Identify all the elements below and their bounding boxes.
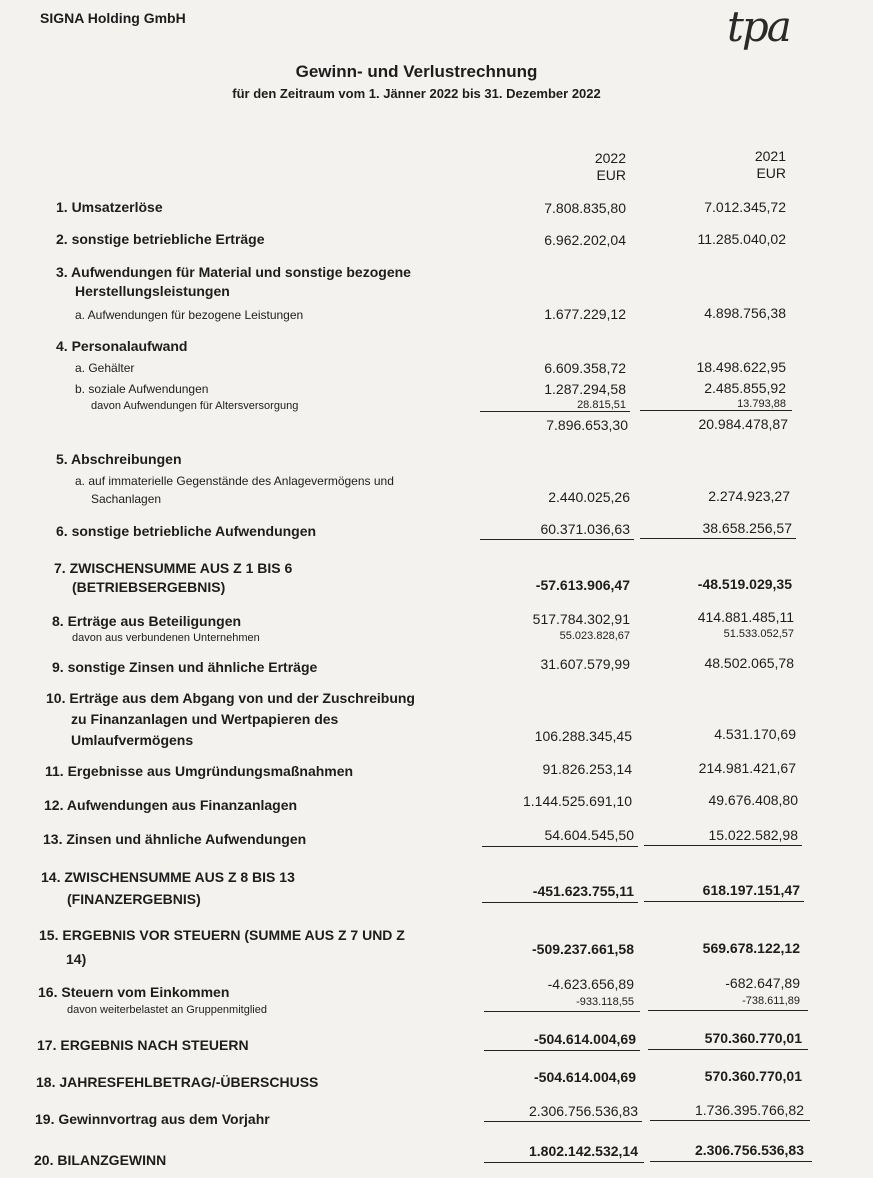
row-7-label-line2: (BETRIEBSERGEBNIS) (72, 579, 226, 595)
row-8-davon-value-2021: 51.533.052,57 (723, 628, 794, 640)
row-2-value-2022: 6.962.202,04 (544, 232, 626, 248)
row-16-value-2021: -682.647,89 (725, 975, 800, 991)
row-14-line-2022 (482, 902, 638, 903)
row-5a-value-2022: 2.440.025,26 (548, 489, 630, 505)
year-2022: 2022 (594, 150, 626, 166)
row-4b-davon-label: davon Aufwendungen für Altersversorgung (91, 400, 299, 412)
row-14-line-2021 (644, 901, 804, 902)
row-14-label-line1: 14. ZWISCHENSUMME AUS Z 8 BIS 13 (41, 869, 295, 885)
row-15-label-line1: 15. ERGEBNIS VOR STEUERN (SUMME AUS Z 7 UND Z (39, 927, 405, 943)
row-16-value-2022: -4.623.656,89 (547, 976, 634, 992)
row-4b-davon-value-2022: 28.815,51 (577, 399, 626, 411)
row-7-value-2021: -48.519.029,35 (697, 576, 792, 592)
row-20-value-2022: 1.802.142.532,14 (529, 1143, 638, 1159)
currency-2021: EUR (756, 165, 786, 181)
period-subtitle: für den Zeitraum vom 1. Jänner 2022 bis 31. Dezember 2022 (232, 86, 601, 101)
row-13-line-2021 (644, 845, 802, 846)
row-14-label-line2: (FINANZERGEBNIS) (67, 891, 201, 907)
row-4-sum-value-2022: 7.896.653,30 (546, 417, 628, 433)
row-8-davon-label: davon aus verbundenen Unternehmen (72, 632, 260, 644)
row-17-value-2021: 570.360.770,01 (704, 1030, 802, 1046)
row-8-label: 8. Erträge aus Beteiligungen (52, 613, 242, 629)
row-17-line-2022 (484, 1050, 640, 1051)
row-20-value-2021: 2.306.756.536,83 (695, 1142, 804, 1158)
year-2021: 2021 (754, 148, 786, 164)
row-7-value-2022: -57.613.906,47 (535, 577, 630, 593)
row-20-line-2021 (650, 1161, 812, 1162)
row-18-label: 18. JAHRESFEHLBETRAG/-ÜBERSCHUSS (36, 1074, 319, 1090)
row-16-davon-label: davon weiterbelastet an Gruppenmitglied (67, 1004, 267, 1016)
row-10-label-line3: Umlaufvermögens (71, 732, 194, 748)
row-3-label-line1: 3. Aufwendungen für Material und sonstige bezogene (56, 264, 411, 280)
row-17-line-2021 (648, 1049, 808, 1050)
row-4b-value-2021: 2.485.855,92 (704, 380, 786, 396)
row-8-value-2022: 517.784.302,91 (532, 611, 630, 627)
row-4b-label: b. soziale Aufwendungen (75, 382, 209, 396)
row-3-label-line2: Herstellungsleistungen (75, 283, 230, 299)
row-10-label-line1: 10. Erträge aus dem Abgang von und der Zuschreibung (46, 690, 415, 706)
row-9-label: 9. sonstige Zinsen und ähnliche Erträge (52, 659, 318, 675)
row-5a-label-line1: a. auf immaterielle Gegenstände des Anlagevermögens und (75, 474, 394, 488)
row-3a-label: a. Aufwendungen für bezogene Leistungen (75, 308, 304, 322)
page-title: Gewinn- und Verlustrechnung (295, 62, 538, 81)
row-1-value-2021: 7.012.345,72 (704, 199, 786, 215)
row-6-value-2021: 38.658.256,57 (702, 520, 792, 536)
currency-2022: EUR (596, 167, 626, 183)
row-2-label: 2. sonstige betriebliche Erträge (56, 231, 265, 247)
row-14-value-2021: 618.197.151,47 (702, 882, 800, 898)
row-13-value-2021: 15.022.582,98 (708, 827, 798, 843)
row-13-line-2022 (482, 846, 638, 847)
tpa-logo: tpa (727, 2, 790, 51)
row-9-value-2021: 48.502.065,78 (704, 655, 794, 671)
row-20-label: 20. BILANZGEWINN (34, 1152, 167, 1168)
row-4-sum-line-2022 (480, 411, 630, 412)
row-19-line-2022 (484, 1121, 642, 1122)
row-1-label: 1. Umsatzerlöse (56, 199, 163, 215)
row-16-davon-value-2021: -738.611,89 (742, 995, 800, 1007)
row-18-value-2021: 570.360.770,01 (704, 1068, 802, 1084)
row-11-label: 11. Ergebnisse aus Umgründungsmaßnahmen (45, 763, 354, 779)
row-6-line-2022 (480, 539, 634, 540)
row-20-line-2022 (484, 1162, 644, 1163)
row-4b-value-2022: 1.287.294,58 (544, 381, 626, 397)
row-5-label: 5. Abschreibungen (56, 451, 182, 467)
row-4a-label: a. Gehälter (75, 361, 135, 375)
row-14-value-2022: -451.623.755,11 (532, 883, 634, 899)
company-name: SIGNA Holding GmbH (40, 10, 186, 26)
row-3a-value-2022: 1.677.229,12 (544, 306, 626, 322)
row-11-value-2022: 91.826.253,14 (542, 761, 632, 777)
row-19-line-2021 (650, 1120, 810, 1121)
row-5a-value-2021: 2.274.923,27 (708, 488, 790, 504)
row-15-value-2022: -509.237.661,58 (532, 941, 634, 957)
row-7-label-line1: 7. ZWISCHENSUMME AUS Z 1 BIS 6 (54, 560, 293, 576)
row-8-value-2021: 414.881.485,11 (697, 609, 794, 625)
row-13-value-2022: 54.604.545,50 (544, 827, 634, 843)
row-11-value-2021: 214.981.421,67 (698, 760, 796, 776)
row-2-value-2021: 11.285.040,02 (697, 231, 786, 247)
row-5a-label-line2: Sachanlagen (91, 492, 162, 506)
row-6-value-2022: 60.371.036,63 (540, 521, 630, 537)
row-3a-value-2021: 4.898.756,38 (704, 305, 786, 321)
row-17-value-2022: -504.614.004,69 (534, 1031, 636, 1047)
row-6-line-2021 (640, 538, 796, 539)
column-heading-2022 (560, 150, 626, 184)
row-4-label: 4. Personalaufwand (56, 338, 188, 354)
row-1-value-2022: 7.808.835,80 (544, 200, 626, 216)
row-18-value-2022: -504.614.004,69 (534, 1069, 636, 1085)
row-9-value-2022: 31.607.579,99 (540, 656, 630, 672)
row-6-label: 6. sonstige betriebliche Aufwendungen (56, 523, 317, 539)
row-12-label: 12. Aufwendungen aus Finanzanlagen (44, 797, 298, 813)
row-15-label-line2: 14) (66, 951, 87, 967)
row-16-davon-value-2022: -933.118,55 (576, 996, 634, 1008)
row-8-davon-value-2022: 55.023.828,67 (559, 630, 630, 642)
row-16-line-2021 (648, 1010, 808, 1011)
row-13-label: 13. Zinsen und ähnliche Aufwendungen (43, 831, 307, 847)
row-10-value-2021: 4.531.170,69 (714, 726, 796, 742)
row-19-label: 19. Gewinnvortrag aus dem Vorjahr (35, 1111, 270, 1127)
row-4a-value-2022: 6.609.358,72 (544, 360, 626, 376)
row-4-sum-value-2021: 20.984.478,87 (698, 416, 788, 432)
row-12-value-2021: 49.676.408,80 (708, 792, 798, 808)
row-4-sum-line-2021 (640, 410, 792, 411)
row-16-line-2022 (484, 1011, 640, 1012)
row-4a-value-2021: 18.498.622,95 (696, 359, 786, 375)
row-16-label: 16. Steuern vom Einkommen (38, 984, 230, 1000)
row-19-value-2022: 2.306.756.536,83 (529, 1103, 638, 1119)
row-15-value-2021: 569.678.122,12 (702, 940, 800, 956)
row-12-value-2022: 1.144.525.691,10 (523, 793, 632, 809)
row-10-value-2022: 106.288.345,45 (534, 728, 632, 744)
column-heading-2021 (720, 148, 786, 182)
row-4b-davon-value-2021: 13.793,88 (737, 398, 786, 410)
row-10-label-line2: zu Finanzanlagen und Wertpapieren des (71, 711, 339, 727)
row-17-label: 17. ERGEBNIS NACH STEUERN (37, 1037, 249, 1053)
row-19-value-2021: 1.736.395.766,82 (695, 1102, 804, 1118)
